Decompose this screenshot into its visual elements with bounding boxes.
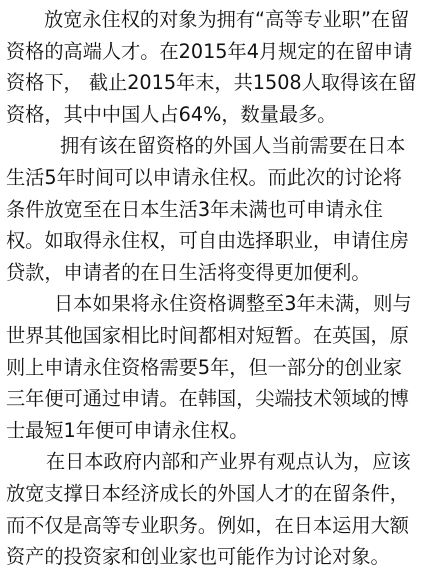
text-line: 资格，其中中国人占64%，数量最多。: [6, 102, 337, 126]
text-line: 世界其他国家相比时间都相对短暂。在英国，原: [6, 323, 409, 347]
text-line: 资格下， 截止2015年末，共1508人取得该在留: [6, 71, 417, 95]
paragraph-3: [6, 288, 431, 446]
text-line: 而不仅是高等专业职务。例如，在日本运用大额: [6, 513, 409, 537]
text-line: 士最短1年便可申请永住权。: [6, 418, 249, 442]
text-line: 放宽支撑日本经济成长的外国人才的在留条件，: [6, 481, 409, 505]
text-line: 资格的高端人才。在2015年4月规定的在留申请: [6, 39, 413, 63]
text-line: 则上申请永住资格需要5年，但一部分的创业家: [6, 355, 402, 379]
paragraph-4: [6, 446, 431, 572]
text-line: 条件放宽至在日本生活3年未满也可申请永住: [6, 197, 383, 221]
text-line: 贷款，申请者的在日生活将变得更加便利。: [6, 260, 371, 284]
text-line: 资产的投资家和创业家也可能作为讨论对象。: [6, 545, 390, 569]
text-line: 权。如取得永住权，可自由选择职业，申请住房: [6, 229, 409, 253]
paragraph-2: [6, 130, 431, 288]
text-line: 在日本政府内部和产业界有观点认为，应该: [46, 450, 411, 474]
text-line: 生活5年时间可以申请永住权。而此次的讨论将: [6, 165, 402, 189]
text-line: 拥有该在留资格的外国人当前需要在日本: [60, 134, 406, 158]
paragraph-1: [6, 4, 431, 130]
text-line: 日本如果将永住资格调整至3年未满，则与: [54, 292, 412, 316]
text-line: 放宽永住权的对象为拥有“高等专业职”在留: [44, 8, 410, 31]
text-line: 三年便可通过申请。在韩国，尖端技术领域的博: [6, 387, 409, 411]
